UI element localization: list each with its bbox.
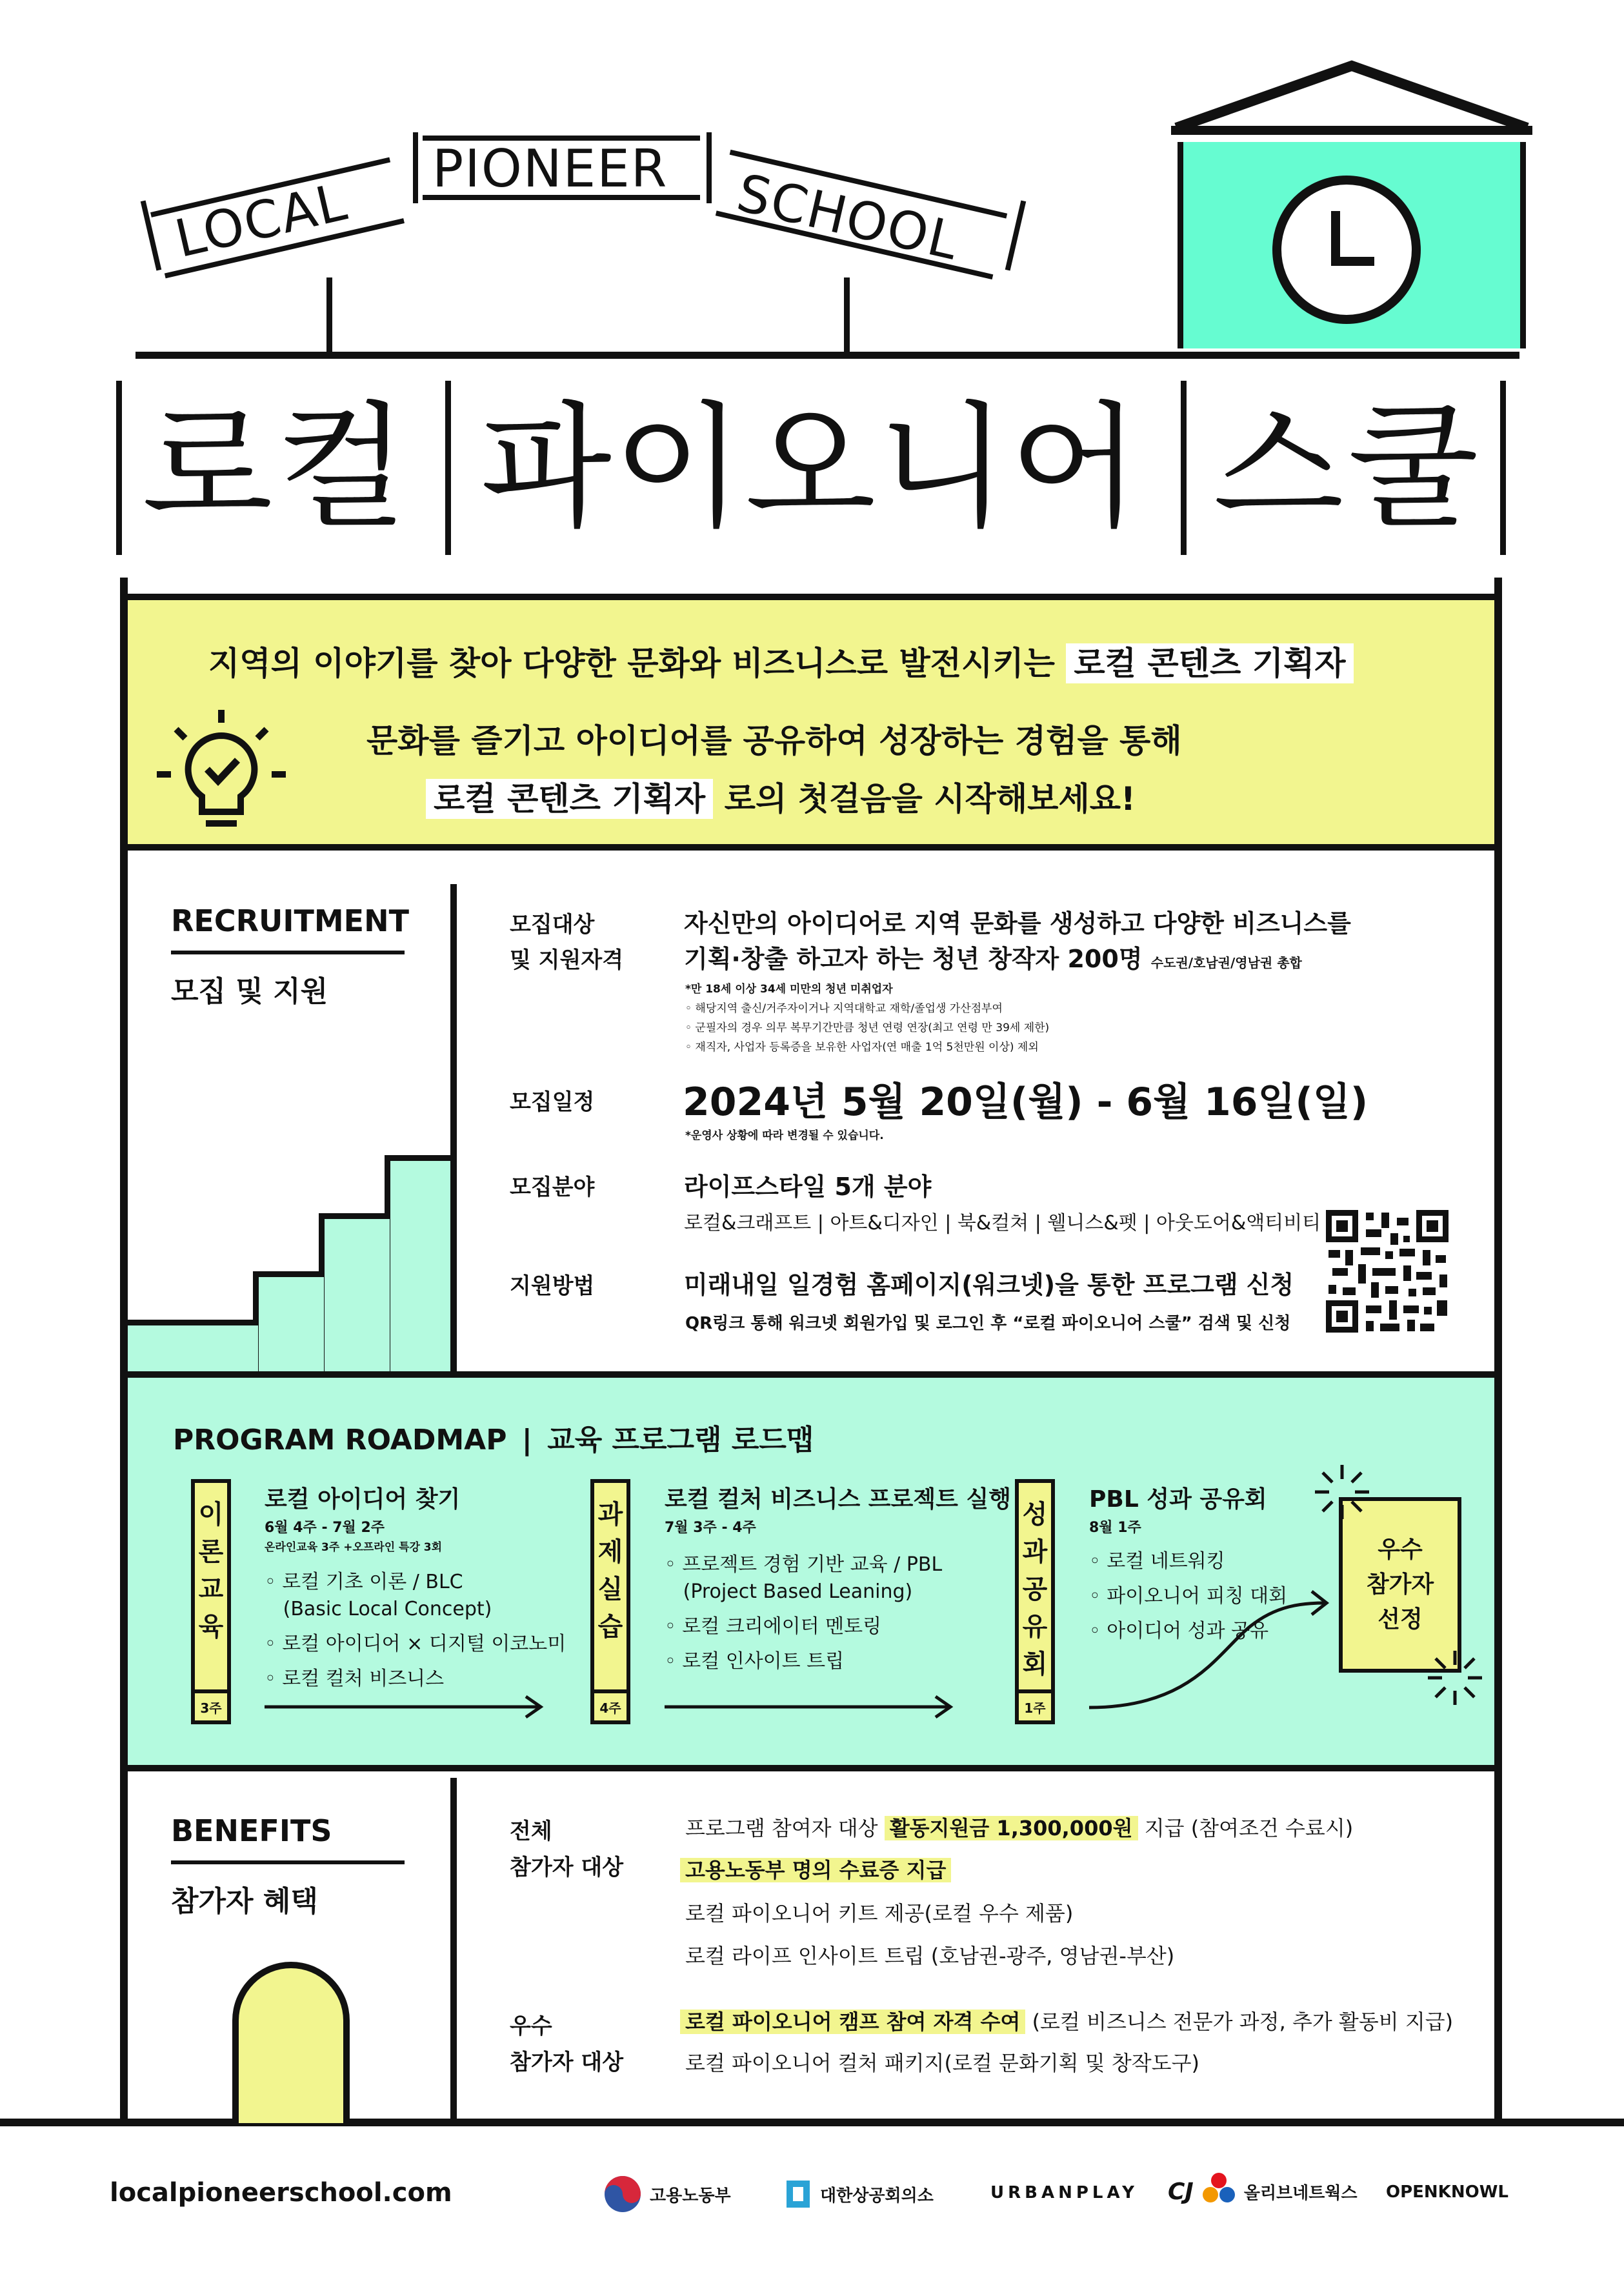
kcci-icon [784,2178,812,2210]
stage-2-item: (Project Based Leaning) [665,1580,913,1603]
arch-word-school: SCHOOL [732,162,965,272]
target-note-1: ◦ 해당지역 출신/거주자이거나 지역대학교 재학/졸업생 가산점부여 [685,1002,1003,1015]
target-line-2: 기획·창출 하고자 하는 청년 창작자 200명 수도권/호남권/영남권 총합 [684,945,1302,973]
best-label-1: 우수 [510,2013,552,2039]
stage-1-title: 로컬 아이디어 찾기 [265,1486,461,1513]
lightbulb-icon [157,710,286,839]
stage-1-tag: 이론교육 3주 [191,1479,231,1724]
stage-3-tag: 성과공유회 1주 [1015,1479,1055,1724]
clock-roof [1171,58,1532,148]
stage-1-items [265,1565,566,1697]
intro-banner [128,594,1494,851]
recruitment-heading-ko: 모집 및 지원 [171,975,328,1008]
roadmap-heading: PROGRAM ROADMAP | 교육 프로그램 로드맵 [173,1424,814,1456]
stage-1-weeks: 3주 [195,1689,227,1720]
stage-1-dates: 6월 4주 - 7월 2주 [265,1520,385,1536]
roof-line [135,352,1519,359]
stage-3-item: ◦ 로컬 네트워킹 [1089,1550,1225,1573]
stage-2-dates: 7월 3주 - 4주 [665,1520,756,1536]
all-label-1: 전체 [510,1819,552,1844]
clock-icon [1268,171,1426,329]
target-label-1: 모집대상 [510,912,595,938]
target-line-2-small: 수도권/호남권/영남권 총합 [1150,955,1302,971]
stage-3-item: ◦ 아이디어 성과 공유 [1089,1620,1269,1642]
stage-1-item: ◦ 로컬 컬처 비즈니스 [265,1667,445,1690]
recruitment-heading-en: RECRUITMENT [171,903,409,938]
logo-moel: 고용노동부 [603,2175,731,2213]
stage-2-items [665,1547,942,1679]
arrow-right-icon [665,1694,955,1720]
stage-3-weeks: 1주 [1019,1689,1051,1720]
stage-1-item: (Basic Local Concept) [265,1598,492,1620]
all-benefit-1-highlight: 활동지원금 1,300,000원 [885,1816,1138,1840]
sparkle-icon [1423,1646,1487,1710]
best-benefit-1-highlight: 로컬 파이오니어 캠프 참여 자격 수여 [680,2010,1025,2034]
all-benefit-4: 로컬 라이프 인사이트 트립 (호남권-광주, 영남권-부산) [685,1944,1175,1968]
title-word-school: 스쿨 [1213,388,1483,547]
stage-2-item: ◦ 로컬 크리에이터 멘토링 [665,1615,882,1638]
stage-3-dates: 8월 1주 [1089,1520,1141,1536]
final-award-line-3: 선정 [1378,1606,1423,1633]
all-benefit-2: 고용노동부 명의 수료증 지급 [680,1854,951,1884]
stage-2-title: 로컬 컬처 비즈니스 프로젝트 실행 [665,1486,1011,1513]
intro-line-1: 지역의 이야기를 찾아 다양한 문화와 비즈니스로 발전시키는 로컬 콘텐츠 기획자 [208,638,1354,684]
stage-2-item: ◦ 로컬 인사이트 트립 [665,1650,845,1673]
arrow-right-icon [265,1694,548,1720]
stage-2-weeks: 4주 [594,1689,627,1720]
final-award-line-2: 참가자 [1366,1571,1434,1598]
benefits-heading-ko: 참가자 혜택 [171,1885,318,1918]
title-word-local: 로컬 [142,388,412,547]
final-award-line-1: 우수 [1378,1536,1423,1563]
logo-urbanplay: URBANPLAY [990,2183,1138,2202]
schedule-note: *운영사 상황에 따라 변경될 수 있습니다. [685,1129,884,1142]
apply-note: QR링크 통해 워크넷 회원가입 및 로그인 후 “로컬 파이오니어 스쿨” 검색 및 신청 [685,1314,1291,1333]
frame-left-wall [120,578,128,2126]
stage-3-title: PBL 성과 공유회 [1089,1486,1267,1513]
intro-highlight-2: 로컬 콘텐츠 기획자 [426,779,713,819]
best-benefit-1: 로컬 파이오니어 캠프 참여 자격 수여 (로컬 비즈니스 전문가 과정, 추가 활동비 지급) [680,2006,1453,2035]
schedule-label: 모집일정 [510,1089,595,1115]
intro-highlight-1: 로컬 콘텐츠 기획자 [1066,643,1353,683]
best-benefit-2: 로컬 파이오니어 컬처 패키지(로컬 문화기획 및 창작도구) [685,2051,1199,2075]
intro-line-2: 문화를 즐기고 아이디어를 공유하여 성장하는 경험을 통해 [366,722,1182,760]
curved-arrow-icon [1089,1581,1334,1717]
target-note-3: ◦ 재직자, 사업자 등록증을 보유한 사업자(연 매출 1억 5천만원 이상) 제외 [685,1041,1039,1054]
arch-word-local: LOCAL [169,171,353,270]
all-benefit-3: 로컬 파이오니어 키트 제공(로컬 우수 제품) [685,1901,1074,1926]
schedule-value: 2024년 5월 20일(월) - 6월 16일(일) [683,1080,1368,1125]
best-label-2: 참가자 대상 [510,2050,624,2075]
logo-kcci: 대한상공회의소 [784,2178,934,2210]
field-list: 로컬&크래프트 | 아트&디자인 | 북&컬쳐 | 웰니스&펫 | 아웃도어&액티비티 [684,1212,1321,1234]
arch-word-pioneer: PIONEER [432,139,668,199]
benefits-heading-en: BENEFITS [171,1813,332,1848]
cj-flower-icon [1201,2171,1236,2211]
stage-3-item: ◦ 파이오니어 피칭 대회 [1089,1585,1288,1607]
door [232,1962,350,2123]
target-note-2: ◦ 군필자의 경우 의무 복무기간만큼 청년 연령 연장(최고 연령 만 39세 제한) [685,1022,1050,1034]
stage-2-tag: 과제실습 4주 [590,1479,630,1724]
all-benefit-1: 프로그램 참여자 대상 활동지원금 1,300,000원 지급 (참여조건 수료시) [685,1816,1354,1840]
target-label-2: 및 지원자격 [510,947,624,973]
all-label-2: 참가자 대상 [510,1855,624,1880]
stage-1-item: ◦ 로컬 아이디어 × 디지털 이코노미 [265,1633,566,1655]
sparkle-icon [1310,1460,1374,1524]
title-word-pioneer: 파이오니어 [481,388,1142,547]
stage-2-item: ◦ 프로젝트 경험 기반 교육 / PBL [665,1553,943,1576]
field-value: 라이프스타일 5개 분야 [684,1173,932,1201]
qr-code[interactable] [1326,1210,1449,1333]
apply-label: 지원방법 [510,1273,595,1299]
apply-value: 미래내일 일경험 홈페이지(워크넷)을 통한 프로그램 신청 [684,1271,1294,1299]
footer-url[interactable]: localpioneerschool.com [110,2178,452,2208]
frame-right-wall [1494,578,1502,2126]
target-line-1: 자신만의 아이디어로 지역 문화를 생성하고 다양한 비즈니스를 [684,909,1351,938]
target-note-0: *만 18세 이상 34세 미만의 청년 미취업자 [685,983,893,996]
field-label: 모집분야 [510,1174,595,1200]
logo-openknowl: OPENKNOWL [1386,2182,1509,2202]
intro-line-3: 로컬 콘텐츠 기획자 로의 첫걸음을 시작해보세요! [426,773,1136,820]
taegeuk-icon [603,2175,642,2213]
stage-1-sub: 온라인교육 3주 +오프라인 특강 3회 [265,1541,443,1554]
stage-1-item: ◦ 로컬 기초 이론 / BLC [265,1571,463,1593]
logo-cj-olivenetworks: CJ 올리브네트웍스 [1168,2171,1358,2211]
